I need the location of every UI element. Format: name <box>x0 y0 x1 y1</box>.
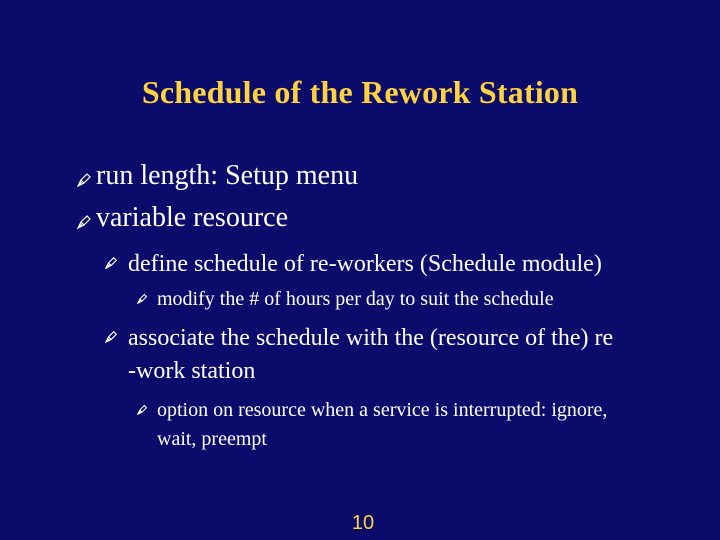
pen-nib-bullet-icon <box>137 404 148 415</box>
bullet-text-line-2: -work station <box>128 358 256 384</box>
bullet-text-line-2: wait, preempt <box>157 428 267 450</box>
slide-title: Schedule of the Rework Station <box>141 74 579 110</box>
bullet-text: variable resource <box>96 202 288 233</box>
bullet-text-line-1: option on resource when a service is interrupted: ignore, <box>157 399 608 421</box>
bullet-text: define schedule of re-workers (Schedule module) <box>128 251 602 277</box>
bullet-text: run length: Setup menu <box>96 160 359 191</box>
page-number: 10 <box>351 512 375 534</box>
bullet-text-line-1: associate the schedule with the (resource of the) re <box>128 325 614 351</box>
pen-nib-bullet-icon <box>137 293 148 304</box>
bullet-text: modify the # of hours per day to suit the schedule <box>157 288 554 310</box>
pen-nib-bullet-icon <box>77 214 92 229</box>
pen-nib-bullet-icon <box>77 172 92 187</box>
pen-nib-bullet-icon <box>105 256 118 269</box>
pen-nib-bullet-icon <box>105 330 118 343</box>
